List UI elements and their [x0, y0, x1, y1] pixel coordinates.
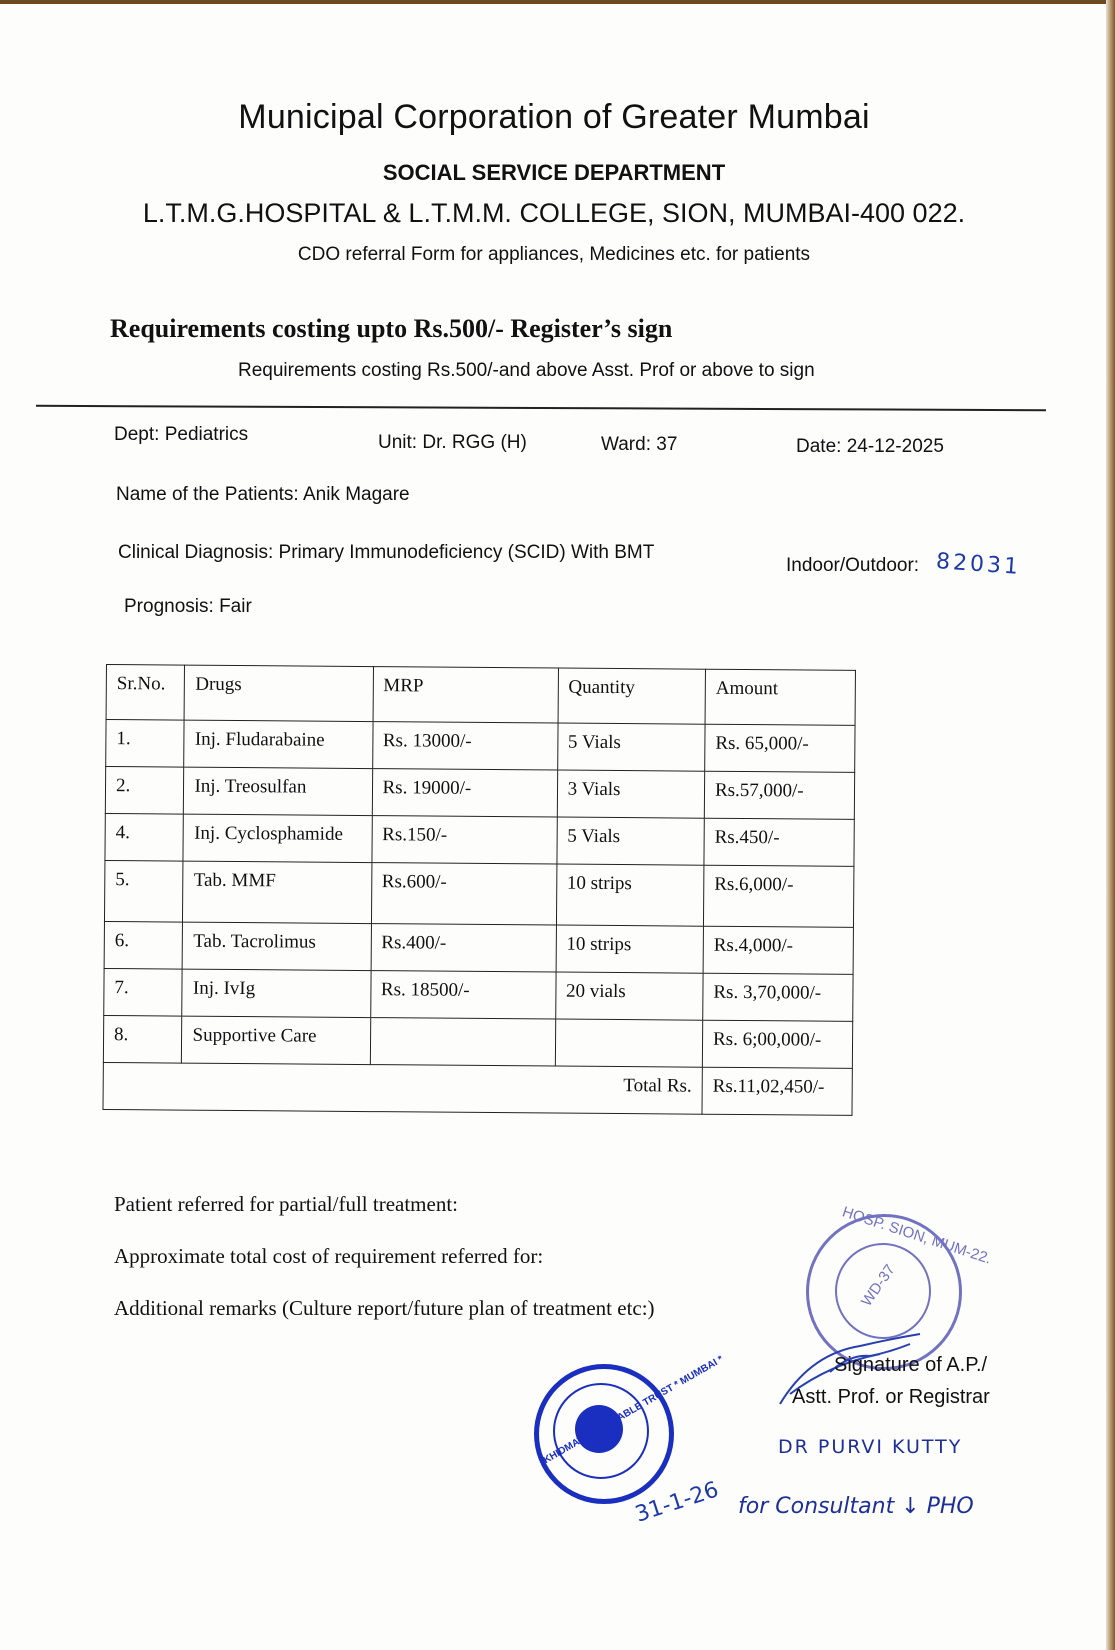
- additional-remarks-line: Additional remarks (Culture report/future plan of treatment etc:): [114, 1296, 655, 1320]
- paper-edge: [1106, 0, 1115, 1650]
- table-row: [105, 767, 854, 820]
- signature-label-line2: Astt. Prof. or Registrar: [792, 1386, 990, 1408]
- cell-qty: 5 Vials: [557, 817, 705, 865]
- cell-sr: 5.: [104, 860, 183, 922]
- table-row: [104, 921, 853, 974]
- header-mrp: MRP: [373, 667, 558, 723]
- signature-label-line1: Signature of A.P./: [834, 1354, 988, 1376]
- table-row: [104, 968, 853, 1021]
- cell-amount: Rs.6,000/-: [703, 865, 853, 927]
- table-row: [103, 1015, 852, 1068]
- referred-treatment-line: Patient referred for partial/full treatment:: [114, 1192, 459, 1216]
- cell-drug: Inj. IvIg: [182, 969, 370, 1017]
- date-value: 24-12-2025: [846, 436, 944, 457]
- table-total-row: [103, 1062, 852, 1115]
- unit-value: Dr. RGG (H): [422, 432, 527, 453]
- hospital-stamp-text: HOSP. SION, MUM-22.: [840, 1203, 994, 1268]
- dept-field: [114, 424, 248, 446]
- cell-amount: Rs. 3,70,000/-: [703, 973, 853, 1021]
- total-value: Rs.11,02,450/-: [702, 1067, 852, 1115]
- prognosis-value: Fair: [219, 596, 252, 617]
- cell-mrp: Rs. 13000/-: [372, 722, 557, 770]
- cell-qty: 10 strips: [556, 925, 704, 973]
- indoor-outdoor-field: [786, 549, 1023, 580]
- drugs-table: [102, 664, 855, 1116]
- cell-drug: Inj. Cyclosphamide: [183, 814, 371, 862]
- table-header-row: [106, 665, 855, 726]
- patient-name-field: [116, 484, 410, 506]
- prognosis-field: [124, 596, 252, 618]
- trust-stamp-text: KHIDMAT CHARITABLE TRUST * MUMBAI *: [541, 1353, 726, 1467]
- header-amount: Amount: [705, 669, 855, 725]
- patient-name-label: Name of the Patients:: [116, 484, 299, 505]
- diagnosis-value: Primary Immunodeficiency (SCID) With BMT: [278, 542, 655, 563]
- hospital-stamp-ward: WD-37: [857, 1261, 899, 1310]
- table-row: [104, 860, 853, 927]
- ward-field: [601, 434, 677, 456]
- cell-mrp: [370, 1018, 555, 1066]
- diagnosis-label: Clinical Diagnosis:: [118, 542, 274, 563]
- cell-amount: Rs. 6;00,000/-: [702, 1020, 852, 1068]
- cell-qty: [555, 1019, 703, 1067]
- cell-sr: 8.: [103, 1015, 182, 1063]
- total-label: Total Rs.: [103, 1062, 702, 1114]
- cell-amount: Rs.57,000/-: [704, 771, 854, 819]
- cell-qty: 5 Vials: [557, 723, 705, 771]
- header-drugs: Drugs: [185, 665, 373, 721]
- indoor-label: Indoor/Outdoor:: [786, 555, 920, 576]
- diagnosis-field: [118, 542, 654, 564]
- cell-drug: Tab. Tacrolimus: [183, 922, 371, 970]
- approx-cost-line: Approximate total cost of requirement referred for:: [114, 1244, 544, 1268]
- cell-amount: Rs.4,000/-: [703, 926, 853, 974]
- table-row: [106, 720, 855, 773]
- date-label: Date:: [796, 436, 842, 457]
- dept-label: Dept:: [114, 424, 160, 445]
- cell-qty: 10 strips: [556, 864, 704, 926]
- form-page: [0, 4, 1108, 1650]
- cell-sr: 2.: [105, 767, 184, 815]
- cell-sr: 1.: [106, 720, 185, 768]
- cell-sr: 4.: [105, 813, 184, 861]
- handwritten-note: for Consultant ↓ PHO: [738, 1494, 974, 1519]
- unit-field: [378, 432, 527, 454]
- doctor-name-handwritten: DR PURVI KUTTY: [778, 1436, 963, 1458]
- ward-label: Ward:: [601, 434, 651, 455]
- divider-line: [36, 405, 1046, 411]
- cell-drug: Supportive Care: [182, 1016, 370, 1064]
- date-field: [796, 436, 944, 458]
- cell-drug: Inj. Treosulfan: [184, 767, 372, 815]
- table-row: [105, 813, 854, 866]
- cell-mrp: Rs.400/-: [371, 924, 556, 972]
- prognosis-label: Prognosis:: [124, 596, 214, 617]
- unit-label: Unit:: [378, 432, 418, 453]
- form-title: CDO referral Form for appliances, Medicines etc. for patients: [297, 244, 811, 265]
- header-quantity: Quantity: [558, 668, 706, 724]
- patient-name-value: Anik Magare: [302, 484, 410, 505]
- cell-qty: 20 vials: [555, 972, 703, 1020]
- requirement-rule-main: Requirements costing upto Rs.500/- Register’s sign: [110, 314, 673, 343]
- cell-amount: Rs. 65,000/-: [705, 724, 855, 772]
- indoor-number-handwritten: 82031: [935, 549, 1023, 580]
- requirement-rule-sub: Requirements costing Rs.500/-and above Asst. Prof or above to sign: [238, 360, 815, 381]
- cell-mrp: Rs.600/-: [371, 863, 557, 925]
- dept-value: Pediatrics: [164, 424, 249, 445]
- ward-value: 37: [656, 434, 678, 455]
- cell-sr: 6.: [104, 921, 183, 969]
- cell-mrp: Rs. 18500/-: [370, 971, 555, 1019]
- organization-title: Municipal Corporation of Greater Mumbai: [238, 98, 870, 136]
- cell-drug: Tab. MMF: [183, 861, 372, 923]
- cell-mrp: Rs. 19000/-: [372, 769, 557, 817]
- cell-qty: 3 Vials: [557, 770, 705, 818]
- cell-amount: Rs.450/-: [704, 818, 854, 866]
- handwritten-date: 31-1-26: [632, 1477, 722, 1528]
- hospital-address: L.T.M.G.HOSPITAL & L.T.M.M. COLLEGE, SION, MUMBAI-400 022.: [142, 198, 966, 228]
- header-sr-no: Sr.No.: [106, 665, 185, 721]
- department-title: SOCIAL SERVICE DEPARTMENT: [382, 160, 726, 185]
- cell-drug: Inj. Fludarabaine: [184, 720, 372, 768]
- cell-sr: 7.: [104, 968, 183, 1016]
- cell-mrp: Rs.150/-: [371, 816, 556, 864]
